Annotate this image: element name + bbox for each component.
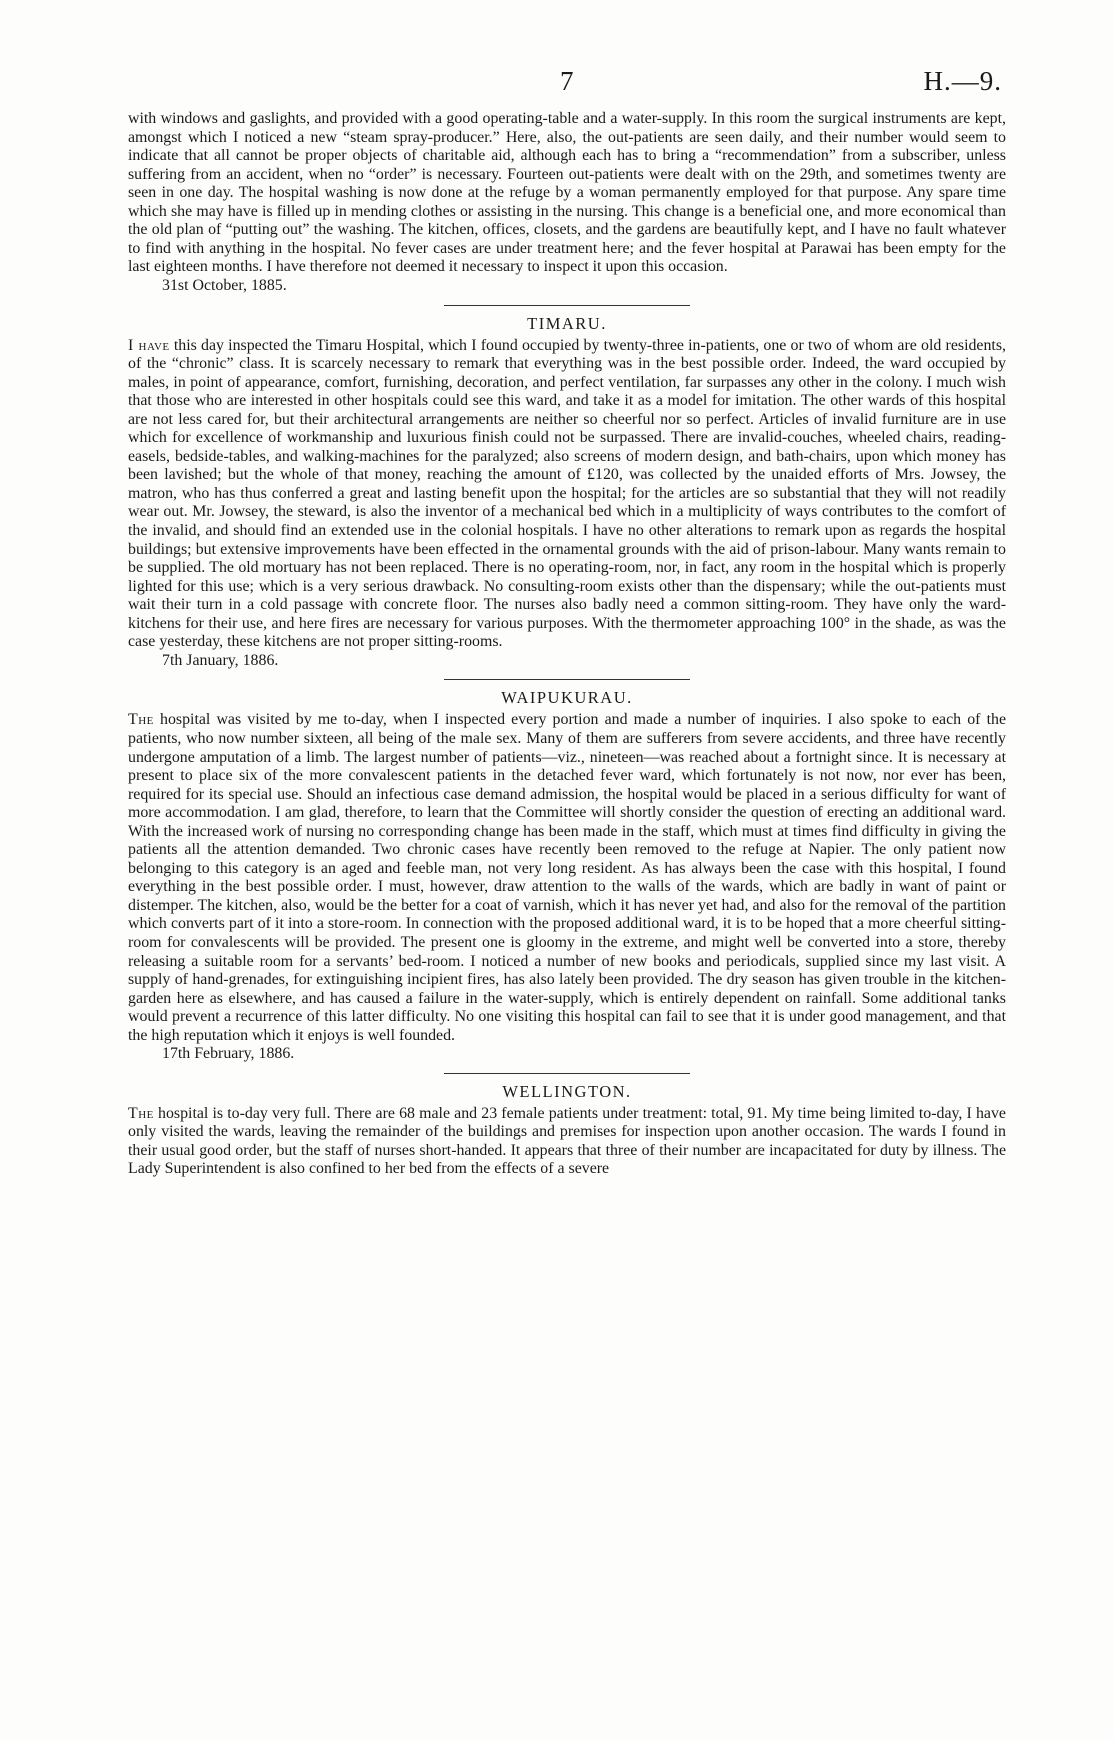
wellington-lead: The <box>128 1104 154 1122</box>
section-title-wellington: WELLINGTON. <box>502 1081 632 1101</box>
intro-paragraph: with windows and gaslights, and provided with a good operating-table and a water-supply. In this room the surgical instruments are kept, amongst which I noticed a new “steam spray-producer.” Here, also, the out-patients are seen daily, and their number would seem to indicate that all cannot be proper objects of charitable aid, although each has to bring a “recommendation” from a subscriber, unless suffering from an accident, when no “order” is necessary. Fourteen out-patients were dealt with on the 29th, and sometimes twenty are seen in one day. The hospital washing is now done at the refuge by a woman permanently employed for that purpose. Any spare time which she may have is filled up in mending clothes or assisting in the nursing. This change is a beneficial one, and more economical than the old plan of “putting out” the washing. The kitchen, offices, closets, and the gardens are beautifully kept, and I have no fault whatever to find with anything in the hospital. No fever cases are under treatment here; and the fever hospital at Parawai has been empty for the last eighteen months. I have therefore not deemed it necessary to inspect it upon this occasion. <box>128 110 1006 276</box>
page-content <box>128 110 1006 1179</box>
waipukurau-lead: The <box>128 711 154 729</box>
wellington-text: hospital is to-day very full. There are 68 male and 23 female patients under treatment: total, 91. My time being limited to-day, I have only visited the wards, leaving the remainder of the buildings and premises for inspection upon another occasion. The wards I found in their usual good order, but the staff of nurses short-handed. It appears that three of their number are incapacitated for duty by illness. The Lady Superintendent is also confined to her bed from the effects of a severe <box>128 1104 1006 1178</box>
waipukurau-paragraph <box>128 711 1006 1045</box>
timaru-lead: I have <box>128 336 170 354</box>
timaru-paragraph <box>128 337 1006 652</box>
waipukurau-text: hospital was visited by me to-day, when I inspected every portion and made a number of inquiries. I also spoke to each of the patients, who now number sixteen, all being of the male sex. Many of them are sufferers from severe accidents, and three have recently undergone amputation of a limb. The largest number of patients—viz., nineteen—was reached about a fortnight since. It is necessary at present to place six of the more convalescent patients in the detached fever ward, which fortunately is not now, nor ever has been, required for its special use. Should an infectious case demand admission, the hospital would be placed in a serious difficulty for want of more accommodation. I am glad, therefore, to learn that the Committee will shortly consider the question of erecting an additional ward. With the increased work of nursing no corresponding change has been made in the staff, which must at times find difficulty in giving the patients all the attention demanded. Two chronic cases have recently been removed to the refuge at Napier. The only patient now belonging to this category is an aged and feeble man, not very long resident. As has always been the case with this hospital, I found everything in the best possible order. I must, however, draw attention to the walls of the wards, which are badly in want of paint or distemper. The kitchen, also, would be the better for a coat of varnish, which it has never yet had, and also for the removal of the partition which converts part of it into a store-room. In connection with the proposed additional ward, it is to be hoped that a more cheerful sitting-room for convalescents will be provided. The present one is gloomy in the extreme, and might well be converted into a store, thereby releasing a suitable room for a servants’ bed-room. I noticed a number of new books and periodicals, supplied since my last visit. A supply of hand-grenades, for extinguishing incipient fires, has also lately been provided. The dry season has given trouble in the kitchen-garden here as elsewhere, and has caused a failure in the water-supply, which is entirely dependent on rainfall. Some additional tanks would prevent a recurrence of this latter difficulty. No one visiting this hospital can fail to see that it is under good management, and that the high reputation which it enjoys is well founded. <box>128 711 1006 1044</box>
section-divider <box>444 305 690 306</box>
page-header <box>0 66 1114 106</box>
section-title-waipukurau: WAIPUKURAU. <box>501 688 633 708</box>
page-number: 7 <box>560 66 574 96</box>
intro-date: 31st October, 1885. <box>162 276 287 294</box>
document-code: H.—9. <box>923 66 1002 96</box>
wellington-paragraph <box>128 1105 1006 1179</box>
section-title-timaru: TIMARU. <box>527 313 607 333</box>
waipukurau-date: 17th February, 1886. <box>162 1045 295 1063</box>
timaru-date: 7th January, 1886. <box>162 651 279 669</box>
section-divider <box>444 1073 690 1074</box>
section-divider <box>444 679 690 680</box>
timaru-text: this day inspected the Timaru Hospital, which I found occupied by twenty-three in-patients, one or two of whom are old residents, of the “chronic” class. It is scarcely necessary to remark that everything was in the best possible order. Indeed, the ward occupied by males, in point of appearance, comfort, furnishing, decoration, and perfect ventilation, far surpasses any other in the colony. I much wish that those who are interested in other hospitals could see this ward, and take it as a model for imitation. The other wards of this hospital are not less cared for, but their architectural arrangements are neither so cheerful nor so perfect. Articles of invalid furniture are in use which for excellence of workmanship and luxurious finish could not be surpassed. There are invalid-couches, wheeled chairs, reading-easels, bedside-tables, and walking-machines for the paralyzed; also screens of modern design, and bath-chairs, upon which money has been lavished; but the whole of that money, reaching the amount of £120, was collected by the unaided efforts of Mrs. Jowsey, the matron, who has thus conferred a great and lasting benefit upon the hospital; for the articles are so substantial that they will not readily wear out. Mr. Jowsey, the steward, is also the inventor of a mechanical bed which in a multiplicity of ways contributes to the comfort of the invalid, and should find an extended use in the colonial hospitals. I have no other alterations to remark upon as regards the hospital buildings; but extensive improvements have been effected in the ornamental grounds with the aid of prison-labour. Many wants remain to be supplied. The old mortuary has not been replaced. There is no operating-room, nor, in fact, any room in the hospital which is properly lighted for this use; which is a very serious drawback. No consulting-room exists other than the dispensary; while the out-patients must wait their turn in a cold passage with concrete floor. The nurses also badly need a common sitting-room. They have only the ward-kitchens for their use, and here fires are necessary for various purposes. With the thermometer approaching 100° in the shade, as was the case yesterday, these kitchens are not proper sitting-rooms. <box>128 336 1006 651</box>
